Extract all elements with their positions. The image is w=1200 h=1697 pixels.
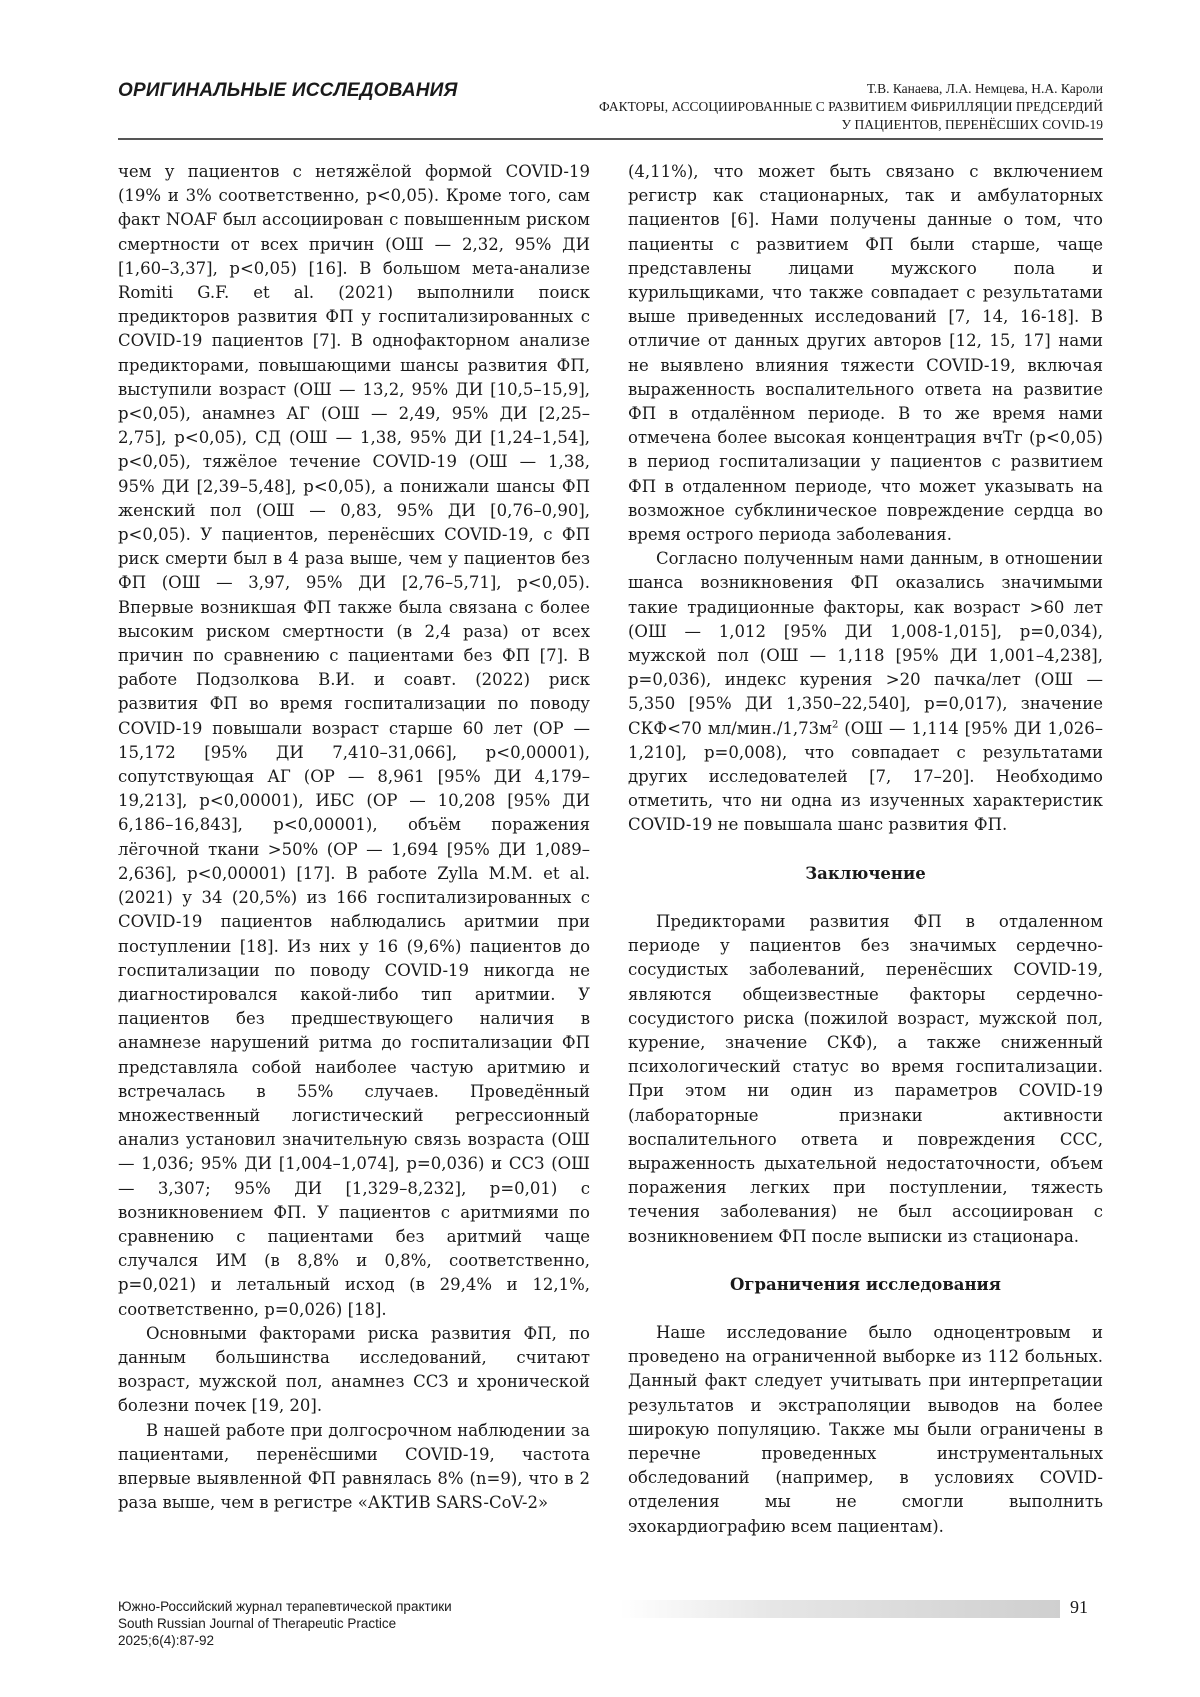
superscript: 2 [831, 719, 839, 731]
left-paragraph-1: чем у пациентов с нетяжёлой формой COVID-19 (19% и 3% соответственно, р<0,05). Кроме того, сам факт NOAF был ассоциирован с повышенным риском смертности от всех причин (ОШ — 2,32, 95% ДИ [1,60–3,37], р<0,05) [16]. В большом мета-анализе Romiti G.F. et al. (2021) выполнили поиск предикторов развития ФП у госпитализированных с COVID-19 пациентов [7]. В однофакторном анализе предикторами, повышающими шансы развития ФП, выступили возраст (ОШ — 13,2, 95% ДИ [10,5–15,9], р<0,05), анамнез АГ (ОШ — 2,49, 95% ДИ [2,25–2,75], р<0,05), СД (ОШ — 1,38, 95% ДИ [1,24–1,54], р<0,05), тяжёлое течение COVID-19 (ОШ — 1,38, 95% ДИ [2,39–5,48], р<0,05), а понижали шансы ФП женский пол (ОШ — 0,83, 95% ДИ [0,76–0,90], р<0,05). У пациентов, перенёсших COVID-19, с ФП риск смерти был в 4 раза выше, чем у пациентов без ФП (ОШ — 3,97, 95% ДИ [2,76–5,71], р<0,05). Впервые возникшая ФП также была связана с более высоким риском смертности (в 2,4 раза) от всех причин по сравнению с пациентами без ФП [7]. В работе Подзолкова В.И. и соавт. (2022) риск развития ФП во время госпитализации по поводу COVID-19 повышали возраст старше 60 лет (ОР — 15,172 [95% ДИ 7,410–31,066], р<0,00001), сопутствующая АГ (ОР — 8,961 [95% ДИ 4,179–19,213], р<0,00001), ИБС (ОР — 10,208 [95% ДИ 6,186–16,843], р<0,00001), объём поражения лёгочной ткани >50% (ОР — 1,694 [95% ДИ 1,089–2,636], р<0,00001) [17]. В работе Zylla M.M. et al. (2021) у 34 (20,5%) из 166 госпитализированных с COVID-19 пациентов наблюдались аритмии при поступлении [18]. Из них у 16 (9,6%) пациентов до госпитализации по поводу COVID-19 никогда не диагностировался какой-либо тип аритмии. У пациентов без предшествующего наличия в анамнезе нарушений ритма до госпитализации ФП представляла собой наиболее частую аритмию и встречалась в 55% случаев. Проведённый множественный логистический регрессионный анализ установил значительную связь возраста (ОШ — 1,036; 95% ДИ [1,004–1,074], р=0,036) и ССЗ (ОШ — 3,307; 95% ДИ [1,329–8,232], р=0,01) с возникновением ФП. У пациентов с аритмиями по сравнению с пациентами без аритмий чаще случался ИМ (в 8,8% и 0,8%, соответственно, р=0,021) и летальный исход (в 29,4% и 12,1%, соответственно, р=0,026) [18]. [118, 162, 590, 1319]
running-head-authors: Т.В. Канаева, Л.А. Немцева, Н.А. Кароли [866, 81, 1103, 96]
page-number: 91 [1070, 1597, 1088, 1617]
right-paragraph-2-main: Согласно полученным нами данным, в отношении шанса возникновения ФП оказались значимыми такие традиционные факторы, как возраст >60 лет (ОШ — 1,012 [95% ДИ 1,008-1,015], р=0,034), мужской пол (ОШ — 1,118 [95% ДИ 1,001–4,238], р=0,036), индекс курения >20 пачка/лет (ОШ — 5,350 [95% ДИ 1,350–22,540], р=0,017), значение СКФ<70 мл/мин./1,73м [628, 549, 1103, 738]
running-head [599, 80, 1103, 134]
left-paragraph-2: Основными факторами риска развития ФП, по данным большинства исследований, считают возраст, мужской пол, анамнез ССЗ и хронической болезни почек [19, 20]. [118, 1323, 590, 1416]
right-paragraph-1: (4,11%), что может быть связано с включением регистр как стационарных, так и амбулаторных пациентов [6]. Нами получены данные о том, что пациенты с развитием ФП были старше, чаще представлены лицами мужского пола и курильщиками, что также совпадает с результатами выше приведенных исследований [7, 14, 16-18]. В отличие от данных других авторов [12, 15, 17] нами не выявлено влияния тяжести COVID-19, включая выраженность воспалительного ответа на развитие ФП в отдалённом периоде. В то же время нами отмечена более высокая концентрация вчТг (р<0,05) в период госпитализации у пациентов с развитием ФП в отдаленном периоде, что может указывать на возможное субклиническое повреждение сердца во время острого периода заболевания. [628, 162, 1103, 545]
footer-journal-en: South Russian Journal of Therapeutic Practice [118, 1616, 397, 1631]
running-head-title-line1: ФАКТОРЫ, АССОЦИИРОВАННЫЕ С РАЗВИТИЕМ ФИБРИЛЛЯЦИИ ПРЕДСЕРДИЙ [599, 99, 1103, 114]
right-column [628, 160, 1103, 1539]
limitations-paragraph: Наше исследование было одноцентровым и проведено на ограниченной выборке из 112 больных. Данный факт следует учитывать при интерпретации результатов и экстраполяции выводов на более широкую популяцию. Также мы были ограничены в перечне проведенных инструментальных обследований (например, в условиях COVID-отделения мы не смогли выполнить эхокардиографию всем пациентам). [628, 1322, 1103, 1536]
running-head-title-line2: У ПАЦИЕНТОВ, ПЕРЕНЁСШИХ COVID-19 [841, 117, 1103, 132]
footer-journal-ru: Южно-Российский журнал терапевтической практики [118, 1599, 452, 1614]
footer-citation: 2025;6(4):87-92 [118, 1633, 215, 1648]
page-header [118, 74, 1103, 136]
conclusion-heading: Заключение [805, 863, 926, 883]
limitations-heading: Ограничения исследования [730, 1274, 1001, 1294]
page-footer [118, 1598, 452, 1649]
left-column [118, 160, 590, 1515]
header-divider [118, 138, 1103, 140]
section-label: ОРИГИНАЛЬНЫЕ ИССЛЕДОВАНИЯ [118, 80, 458, 101]
right-paragraph-2-tail: (ОШ — 1,114 [95% ДИ 1,026–1,210], р=0,008), что совпадает с результатами других исследователей [7, 17–20]. Необходимо отметить, что ни одна из изученных характеристик COVID-19 не повышала шанс развития ФП. [628, 718, 1103, 835]
conclusion-paragraph: Предикторами развития ФП в отдаленном периоде у пациентов без значимых сердечно-сосудистых заболеваний, перенёсших COVID-19, являются общеизвестные факторы сердечно-сосудистого риска (пожилой возраст, мужской пол, курение, значение СКФ), а также сниженный психологический статус во время госпитализации. При этом ни один из параметров COVID-19 (лабораторные признаки активности воспалительного ответа и повреждения ССС, выраженность дыхательной недостаточности, объем поражения легких при поступлении, тяжесть течения заболевания) не был ассоциирован с возникновением ФП после выписки из стационара. [628, 911, 1103, 1246]
footer-gradient-bar [620, 1600, 1060, 1618]
right-paragraph-2 [628, 547, 1103, 837]
left-paragraph-3: В нашей работе при долгосрочном наблюдении за пациентами, перенёсшими COVID-19, частота впервые выявленной ФП равнялась 8% (n=9), что в 2 раза выше, чем в регистре «АКТИВ SARS-CoV-2» [118, 1420, 590, 1513]
